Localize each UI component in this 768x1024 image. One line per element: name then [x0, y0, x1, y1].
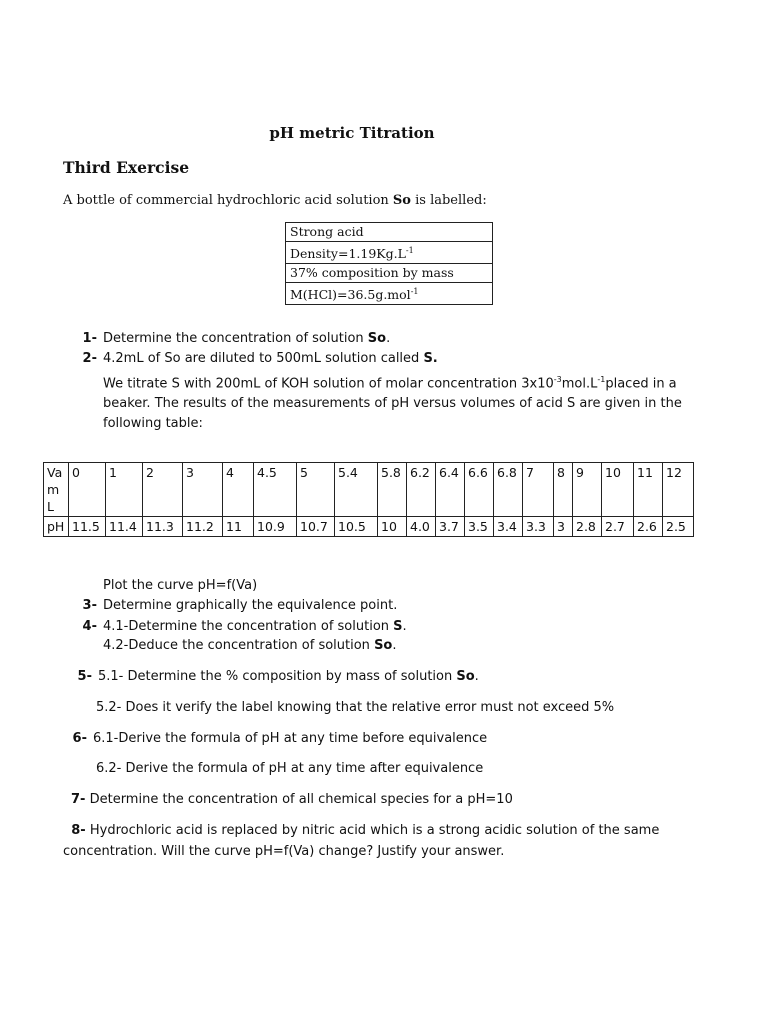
question-5-part-2: 5.2- Does it verify the label knowing that the relative error must not exceed 5% [96, 700, 615, 715]
question-number: 6- [72, 731, 87, 746]
ph-cell: 10.7 [297, 517, 335, 537]
ph-cell: 11.2 [183, 517, 223, 537]
question-6: 6- 6.1-Derive the formula of pH at any time before equivalence [65, 731, 487, 746]
va-cell: 5.8 [378, 463, 407, 517]
question-7: 7- Determine the concentration of all chemical species for a pH=10 [71, 792, 513, 807]
question-4: 4- 4.1-Determine the concentration of solution S. [75, 619, 407, 634]
ph-cell: 4.0 [407, 517, 436, 537]
ph-cell: 2.5 [663, 517, 694, 537]
va-cell: 12 [663, 463, 694, 517]
plot-instruction: Plot the curve pH=f(Va) [103, 578, 258, 593]
va-cell: 4.5 [254, 463, 297, 517]
va-cell: 6.8 [494, 463, 523, 517]
ph-cell: 3.7 [436, 517, 465, 537]
va-cell: 0 [69, 463, 106, 517]
intro-prefix: A bottle of commercial hydrochloric acid solution [63, 193, 393, 208]
ph-cell: 2.8 [573, 517, 602, 537]
bottle-label-table [285, 222, 493, 305]
ph-cell: 10 [378, 517, 407, 537]
question-6-part-2: 6.2- Derive the formula of pH at any time after equivalence [96, 761, 484, 776]
va-cell: 10 [602, 463, 634, 517]
va-cell: 2 [143, 463, 183, 517]
question-number: 5- [77, 669, 92, 684]
ph-cell: 11 [223, 517, 254, 537]
label-row: 37% composition by mass [286, 264, 493, 283]
table-header-cell: pH [44, 517, 69, 537]
va-cell: 11 [634, 463, 663, 517]
va-cell: 5.4 [335, 463, 378, 517]
label-row: $Density=1.19Kg.L^{-1}$ [286, 242, 493, 264]
va-cell: 6.4 [436, 463, 465, 517]
ph-cell: 10.5 [335, 517, 378, 537]
question-2-paragraph: We titrate S with 200mL of KOH solution of molar concentration $3x10^{-3}mol.L^{-1}placed$ in a beaker. The results of the measurements of pH versus volumes of acid S are given in the following table: [103, 375, 682, 432]
va-cell: 8 [554, 463, 573, 517]
ph-cell: 11.4 [106, 517, 143, 537]
va-cell: 9 [573, 463, 602, 517]
va-cell: 6.2 [407, 463, 436, 517]
question-number: 1- [82, 331, 97, 346]
ph-cell: 3.3 [523, 517, 554, 537]
label-row: M(HCl)=36.5g.mol$^{-1}$ [286, 283, 493, 305]
exercise-heading: Third Exercise [63, 158, 190, 177]
label-row: Strong acid [286, 223, 493, 242]
va-cell: 3 [183, 463, 223, 517]
va-cell: 5 [297, 463, 335, 517]
ph-cell: 3 [554, 517, 573, 537]
ph-cell: 11.5 [69, 517, 106, 537]
intro-text [63, 193, 487, 208]
question-5: 5- 5.1- Determine the % composition by mass of solution So. [70, 669, 479, 684]
question-3: 3- Determine graphically the equivalence point. [75, 598, 397, 613]
question-8: 8- Hydrochloric acid is replaced by nitric acid which is a strong acidic solution of the same concentration. Will the curve pH=f(Va) change? Justify your answer. [63, 823, 660, 859]
table-header-cell: Va mL [44, 463, 69, 517]
ph-cell: 2.7 [602, 517, 634, 537]
va-cell: 1 [106, 463, 143, 517]
page-title: pH metric Titration [269, 124, 435, 142]
question-1: 1- Determine the concentration of solution So. [75, 331, 390, 346]
question-2: 2- 4.2mL of So are diluted to 500mL solution called S. [75, 351, 438, 366]
va-cell: 4 [223, 463, 254, 517]
question-4-part-2: 4.2-Deduce the concentration of solution So. [103, 638, 397, 653]
question-number: 7- [71, 792, 86, 807]
intro-suffix: is labelled: [410, 193, 487, 208]
va-cell: 6.6 [465, 463, 494, 517]
question-number: 2- [82, 351, 97, 366]
titration-data-table [43, 462, 694, 537]
question-number: 4- [82, 619, 97, 634]
ph-cell: 3.4 [494, 517, 523, 537]
ph-cell: 11.3 [143, 517, 183, 537]
va-cell: 7 [523, 463, 554, 517]
question-number: 3- [82, 598, 97, 613]
ph-cell: 10.9 [254, 517, 297, 537]
ph-cell: 3.5 [465, 517, 494, 537]
intro-solution: So [392, 193, 411, 208]
question-number: 8- [71, 823, 86, 838]
ph-cell: 2.6 [634, 517, 663, 537]
